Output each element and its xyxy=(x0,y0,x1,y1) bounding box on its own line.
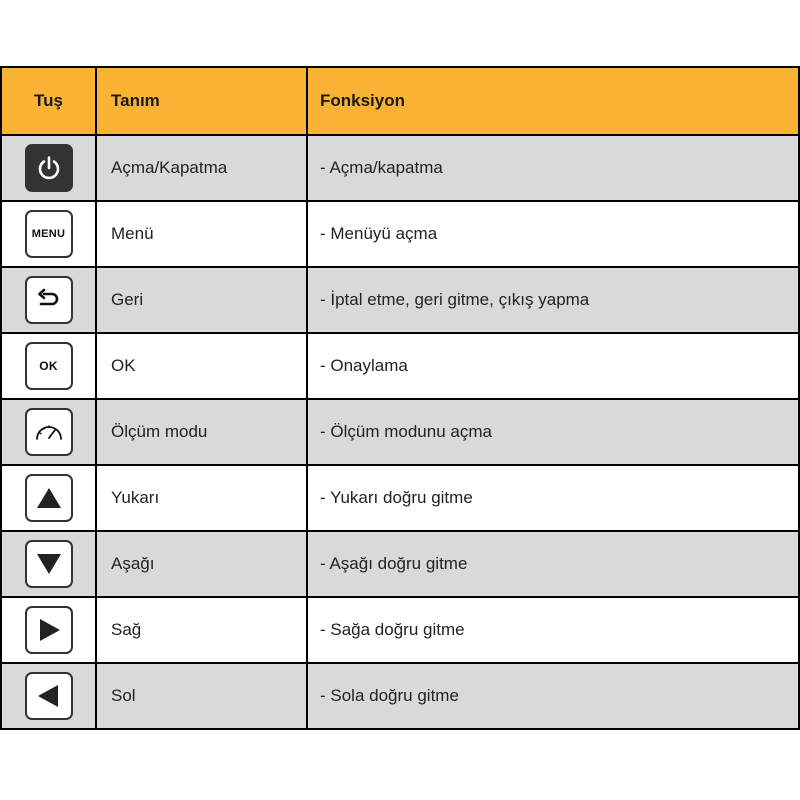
power-icon xyxy=(25,144,73,192)
table-row xyxy=(1,135,799,201)
function-cell: - Açma/kapatma xyxy=(307,135,799,201)
key-function-table xyxy=(0,66,800,730)
left-triangle-icon xyxy=(25,672,73,720)
header-key: Tuş xyxy=(1,67,96,135)
gauge-icon xyxy=(25,408,73,456)
function-cell: - Yukarı doğru gitme xyxy=(307,465,799,531)
down-triangle-icon xyxy=(25,540,73,588)
header-description: Tanım xyxy=(96,67,307,135)
table-header-row xyxy=(1,67,799,135)
table-row xyxy=(1,267,799,333)
key-cell xyxy=(1,399,96,465)
function-cell: - Ölçüm modunu açma xyxy=(307,399,799,465)
table-row xyxy=(1,333,799,399)
function-cell: - Sağa doğru gitme xyxy=(307,597,799,663)
table-row xyxy=(1,663,799,729)
key-cell xyxy=(1,267,96,333)
key-cell xyxy=(1,465,96,531)
header-function: Fonksiyon xyxy=(307,67,799,135)
table-row xyxy=(1,201,799,267)
description-cell: Aşağı xyxy=(96,531,307,597)
key-cell xyxy=(1,597,96,663)
description-cell: Sol xyxy=(96,663,307,729)
back-arrow-icon xyxy=(25,276,73,324)
key-cell xyxy=(1,663,96,729)
ok-key-icon xyxy=(25,342,73,390)
description-cell: Sağ xyxy=(96,597,307,663)
table-row xyxy=(1,531,799,597)
key-cell xyxy=(1,135,96,201)
right-triangle-icon xyxy=(25,606,73,654)
ok-key-label: OK xyxy=(39,359,58,373)
function-cell: - Sola doğru gitme xyxy=(307,663,799,729)
up-triangle-icon xyxy=(25,474,73,522)
description-cell: Geri xyxy=(96,267,307,333)
table-row xyxy=(1,597,799,663)
key-cell xyxy=(1,201,96,267)
table-row xyxy=(1,465,799,531)
menu-key-icon xyxy=(25,210,73,258)
description-cell: Açma/Kapatma xyxy=(96,135,307,201)
description-cell: Yukarı xyxy=(96,465,307,531)
description-cell: Menü xyxy=(96,201,307,267)
function-cell: - Aşağı doğru gitme xyxy=(307,531,799,597)
function-cell: - Onaylama xyxy=(307,333,799,399)
description-cell: OK xyxy=(96,333,307,399)
key-cell xyxy=(1,333,96,399)
description-cell: Ölçüm modu xyxy=(96,399,307,465)
function-cell: - İptal etme, geri gitme, çıkış yapma xyxy=(307,267,799,333)
function-cell: - Menüyü açma xyxy=(307,201,799,267)
table-row xyxy=(1,399,799,465)
menu-key-label: MENU xyxy=(31,228,66,240)
key-cell xyxy=(1,531,96,597)
